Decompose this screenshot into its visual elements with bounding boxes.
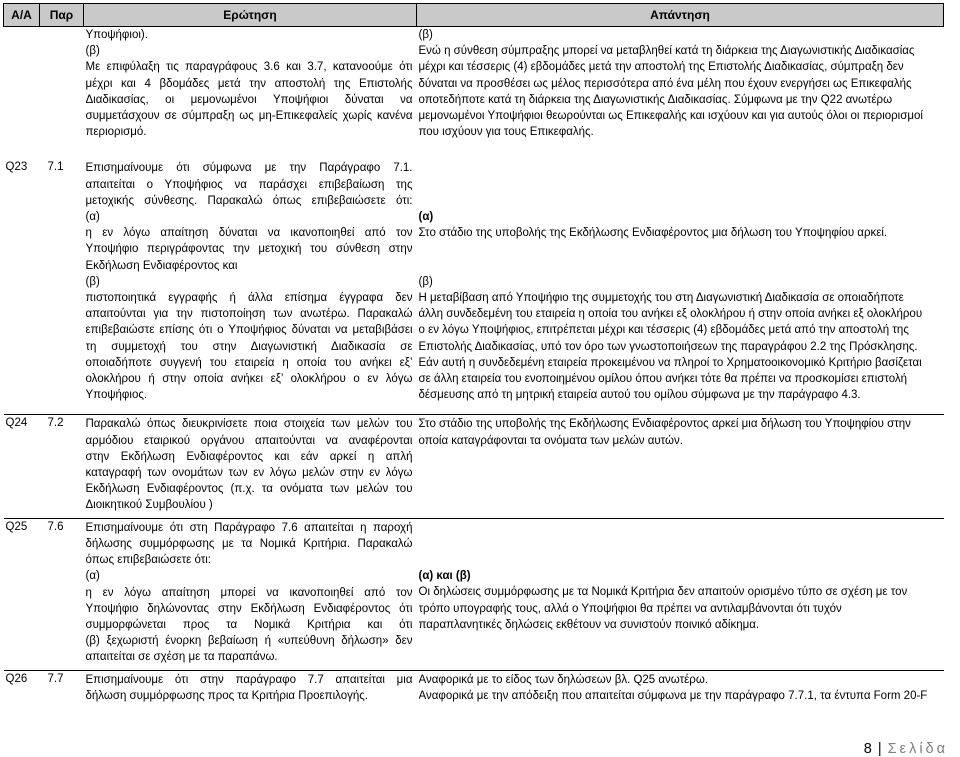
question-line: επιβεβαιώστε επίσης ότι ο Υποψήφιος δύναται να μεταβιβάσει bbox=[85, 324, 413, 337]
question-line: στην Εκδήλωση Ενδιαφέροντος και εάν αρκεί η απλή bbox=[85, 450, 413, 463]
question-line: (β) bbox=[85, 275, 100, 288]
answer-line: Επιστολής Διαδικασίας, υπό τον όρο των γνωστοποιήσεων της παραγράφου 2.2 της Πρόσκλησης. bbox=[418, 340, 918, 353]
question-line: η εν λόγω απαίτηση δύναται να ικανοποιηθεί από τον bbox=[85, 227, 413, 240]
question-line: μετοχικής σύνθεσης. Παρακαλώ όπως επιβεβαιώσετε ότι: bbox=[85, 194, 413, 207]
answer-line: οποία καταγράφονται τα ονόματα των μελών αυτών. bbox=[418, 434, 683, 447]
question-line: Υποψήφιο δηλώνοντας στην Εκδήλωση Ενδιαφέροντος ότι bbox=[85, 602, 413, 615]
blank-line bbox=[419, 177, 944, 193]
answer-line: Αναφορικά με την απόδειξη που απαιτείται σύμφωνα με την παράγραφο 7.7.1, τα έντυπα Form 20-F bbox=[418, 689, 928, 702]
answer-line: (α) και (β) bbox=[418, 570, 471, 583]
cell-paragraph: 7.2 bbox=[40, 415, 84, 518]
answer-line: Εάν αυτή η συνδεδεμένη εταιρεία προκειμένου να πληροί το Χρηματοοικονομικό Κριτήριο βασίζεται bbox=[418, 356, 922, 369]
footer-separator: | bbox=[877, 741, 882, 757]
answer-line: Στο στάδιο της υποβολής της Εκδήλωσης Ενδιαφέροντος αρκεί μια δήλωση του Υποψηφίου στην bbox=[418, 418, 911, 431]
header-question: Ερώτηση bbox=[84, 4, 417, 27]
cell-question bbox=[84, 518, 417, 670]
cell-aa: Q25 bbox=[4, 518, 40, 670]
cell-answer bbox=[417, 27, 944, 160]
page-number: 8 bbox=[863, 741, 872, 757]
question-line: Επισημαίνουμε ότι στη Παράγραφο 7.6 απαιτείται η παροχή bbox=[85, 521, 413, 534]
page-word: Σελίδα bbox=[887, 741, 948, 757]
question-line: οποιαδήποτε συγγενή του εταιρεία η οποία του ανήκει εξ’ bbox=[85, 356, 413, 369]
page-footer bbox=[864, 741, 948, 757]
question-line: απαιτούνται για την πιστοποίηση των ανωτέρω. Παρακαλώ bbox=[85, 308, 413, 321]
cell-aa: Q26 bbox=[5, 672, 28, 685]
answer-line: (β) bbox=[418, 275, 433, 288]
answer-line: Η μεταβίβαση από Υποψήφιο της συμμετοχής του στη Διαγωνιστική Διαδικασία σε οποιαδήποτε bbox=[418, 291, 904, 304]
answer-line: δύναται να προσθέσει ως μέλος περισσότερα από ένα μέλη που έχουν ενεργήσει ως Επικεφαλής bbox=[418, 77, 912, 90]
question-line: καταγραφή των ονομάτων των εν λόγω μελών στην εν λόγω bbox=[85, 467, 413, 480]
cell-question bbox=[84, 415, 417, 518]
answer-line: ο εν λόγω Υποψήφιος, επιτρέπεται μέχρι και τέσσερις (4) εβδομάδες μετά από την αποστολή της bbox=[418, 324, 909, 337]
table-row bbox=[4, 518, 944, 670]
question-line: Υποψήφιος. bbox=[85, 389, 148, 402]
answer-line: τρόπο υπογραφής τους, αλλά ο Υποψήφιοι θα πρέπει να αντιλαμβάνονται ότι τυχόν bbox=[418, 602, 842, 615]
question-line: Υποψήφιοι). bbox=[85, 29, 148, 41]
question-line: πιστοποιητικά εγγραφής ή άλλα επίσημα έγγραφα δεν bbox=[85, 292, 413, 305]
question-line: Εκδήλωση Ενδιαφέροντος και bbox=[85, 259, 238, 272]
question-line: συμμορφώνεται προς τα Νομικά Κριτήρια και ότι bbox=[85, 618, 413, 631]
answer-line: μέχρι και τέσσερις (4) εβδομάδες μετά την αποστολή της Επιστολής Διαδικασίας, σύμπραξη δεν bbox=[418, 61, 904, 74]
blank-line bbox=[419, 193, 944, 209]
answer-line: παραπλανητικές δηλώσεις εκθέτουν να συνιστούν ποινικό αδίκημα. bbox=[418, 618, 760, 631]
blank-line bbox=[419, 160, 944, 176]
cell-paragraph: 7.1 bbox=[40, 159, 84, 415]
question-line: δήλωση συμμόρφωσης προς τα Κριτήρια Προεπιλογής. bbox=[85, 689, 368, 702]
question-line: τη συμμετοχή του στην Διαγωνιστική Διαδικασία σε bbox=[85, 340, 413, 353]
answer-line: (β) bbox=[418, 29, 433, 41]
answer-line: (α) bbox=[418, 210, 434, 223]
question-line: (β) bbox=[85, 45, 100, 58]
question-line: συμμετάσχουν σε σύμπραξη ως μη-Επικεφαλείς χωρίς κανένα bbox=[85, 110, 413, 123]
question-line: δήλωσης συμμόρφωσης με τα Νομικά Κριτήρια. Παρακαλώ bbox=[85, 537, 413, 550]
question-line: (α) bbox=[85, 211, 100, 224]
cell-paragraph: 7.7 bbox=[47, 672, 64, 685]
table-row bbox=[4, 27, 944, 160]
header-par: Παρ bbox=[40, 4, 84, 27]
question-line: (α) bbox=[85, 570, 100, 583]
question-line: ολοκλήρου ή στην οποία ανήκει εξ’ ολοκλήρου ο εν λόγω bbox=[85, 373, 413, 386]
cell-answer bbox=[417, 159, 944, 415]
cell-aa: Q23 bbox=[4, 159, 40, 415]
question-line: (β) ξεχωριστή ένορκη βεβαίωση ή «υπεύθυνη δήλωση» δεν bbox=[85, 635, 413, 648]
question-line: απαιτείται ο Υποψήφιος να παράσχει επιβεβαίωση της bbox=[85, 178, 413, 191]
blank-line bbox=[419, 552, 944, 568]
blank-line bbox=[419, 241, 944, 257]
cell-answer bbox=[417, 518, 944, 670]
question-line: η εν λόγω απαίτηση μπορεί να ικανοποιηθεί από τον bbox=[85, 586, 413, 599]
question-line: Με επιφύλαξη τις παραγράφους 3.6 και 3.7, κατανοούμε ότι bbox=[85, 61, 413, 74]
question-line: Παρακαλώ όπως διευκρινίσετε ποια στοιχεία των μελών του bbox=[85, 418, 413, 431]
header-aa: Α/Α bbox=[4, 4, 40, 27]
answer-line: Αναφορικά με το είδος των δηλώσεων βλ. Q25 ανωτέρω. bbox=[418, 673, 708, 686]
table-row bbox=[4, 415, 944, 518]
question-line: όπως επιβεβαιώσετε ότι: bbox=[85, 554, 211, 567]
question-line: Επισημαίνουμε ότι στην παράγραφο 7.7 απαιτείται μια bbox=[85, 673, 413, 686]
table-row bbox=[4, 159, 944, 415]
answer-line: Στο στάδιο της υποβολής της Εκδήλωσης Ενδιαφέροντος μια δήλωση του Υποψηφίου αρκεί. bbox=[418, 227, 888, 240]
question-line: απαιτείται σε σχέση με τα παραπάνω. bbox=[85, 651, 278, 664]
answer-line: μεμονωμένοι Υποψήφιοι θεωρούνται ως Επικεφαλής και ισχύουν και για αυτούς όλοι οι περιορισμοί bbox=[418, 110, 923, 123]
question-line: Διαδικασίας, οι μεμονωμένοι Υποψήφιοι δύναται να bbox=[85, 93, 413, 106]
cell-answer bbox=[417, 415, 944, 518]
question-line: Εκδήλωση Ενδιαφέροντος (π.χ. τα ονόματα των μελών του bbox=[85, 483, 413, 496]
question-line: Επισημαίνουμε ότι σύμφωνα με την Παράγραφο 7.1. bbox=[85, 162, 413, 175]
answer-line: δέσμευσης από τη μητρική εταιρεία αυτού του ομίλου σύμφωνα με την παράγραφο 4.3. bbox=[418, 389, 861, 402]
answer-line: Οι δηλώσεις συμμόρφωσης με τα Νομικά Κριτήρια δεν απαιτούν ορισμένο τύπο σε σχέση με τον bbox=[418, 586, 908, 599]
cell-answer bbox=[417, 670, 944, 708]
table-row bbox=[4, 670, 944, 708]
question-line: Διοικητικού Συμβουλίου ) bbox=[85, 499, 213, 512]
cell-question bbox=[84, 27, 417, 160]
answer-line: άλλη συνδεδεμένη του εταιρεία η οποία του ανήκει εξ ολοκλήρου ή στην οποία ανήκει εξ ολοκλήρου bbox=[418, 308, 923, 321]
question-line: μέχρι και 4 βδομάδες μετά την αποστολή της Επιστολής bbox=[85, 77, 413, 90]
answer-line: που ισχύουν για τους Επικεφαλής. bbox=[418, 126, 594, 139]
cell-aa bbox=[4, 27, 40, 160]
header-answer: Απάντηση bbox=[417, 4, 944, 27]
cell-question bbox=[84, 670, 417, 708]
question-line: περιορισμό. bbox=[85, 126, 147, 139]
answer-line: οποτεδήποτε κατά τη διάρκεια της Διαγωνιστικής Διαδικασίας. Σύμφωνα με την Q22 ανωτέρω bbox=[418, 93, 893, 106]
cell-aa: Q24 bbox=[4, 415, 40, 518]
answer-line: Ενώ η σύνθεση σύμπραξης μπορεί να μεταβληθεί κατά τη διάρκεια της Διαγωνιστικής Διαδικασίας bbox=[418, 45, 915, 58]
qa-table bbox=[3, 3, 944, 708]
blank-line bbox=[419, 258, 944, 274]
cell-paragraph: 7.6 bbox=[40, 518, 84, 670]
answer-line: σε άλλη εταιρεία του ενοποιημένου ομίλου όπου ανήκει τότε θα πρέπει να προσκομίσει επιστολή bbox=[418, 372, 908, 385]
cell-question bbox=[84, 159, 417, 415]
question-line: Υποψήφιο περιγράφοντας την μετοχική του σύνθεση στην bbox=[85, 243, 413, 256]
question-line: αρμόδιου εταιρικού οργάνου απαιτούνται να αναφέρονται bbox=[85, 434, 413, 447]
blank-line bbox=[419, 536, 944, 552]
cell-paragraph bbox=[40, 27, 84, 160]
table-header-row bbox=[4, 4, 944, 27]
blank-line bbox=[419, 520, 944, 536]
